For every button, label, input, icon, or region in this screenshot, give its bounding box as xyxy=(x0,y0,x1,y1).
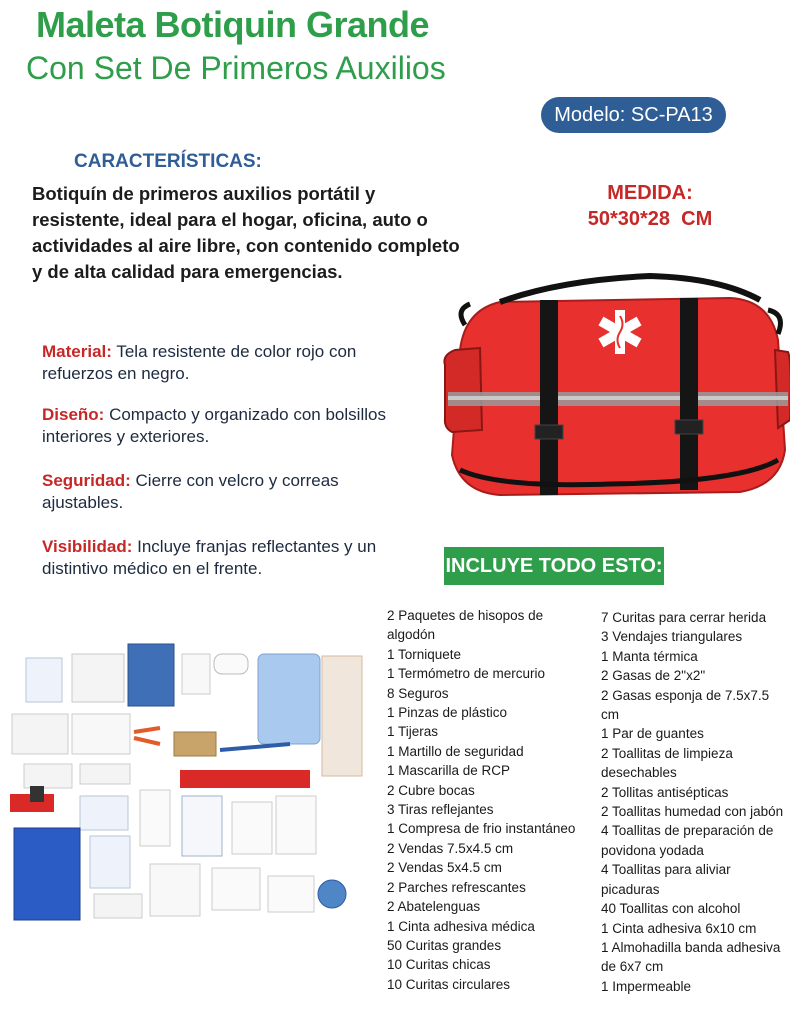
list-item: 7 Curitas para cerrar herida xyxy=(601,610,767,625)
list-item: desechables xyxy=(601,765,677,781)
list-item: algodón xyxy=(387,627,436,643)
measure-value: 50*30*28 CM xyxy=(587,208,713,230)
list-item: de 6x7 cm xyxy=(601,959,664,975)
list-item: 2 Vendas 7.5x4.5 cm xyxy=(387,840,514,856)
list-item: 1 Pinzas de plástico xyxy=(387,705,508,721)
feature-security-text: Cierre con velcro y correas ajustables. xyxy=(42,471,339,512)
list-item: 1 Martillo de seguridad xyxy=(387,743,524,759)
list-item: 2 Paquetes de hisopos de xyxy=(387,608,544,623)
characteristics-heading: CARACTERÍSTICAS: xyxy=(74,151,262,172)
list-item: 2 Abatelenguas xyxy=(387,899,481,915)
list-item: 10 Curitas circulares xyxy=(387,976,511,992)
measure-label: MEDIDA: xyxy=(607,182,693,204)
list-item: 1 Mascarilla de RCP xyxy=(387,763,511,779)
list-item: 1 Par de guantes xyxy=(601,726,704,742)
list-item: 3 Vendajes triangulares xyxy=(601,629,743,645)
list-item: 1 Impermeable xyxy=(601,978,692,994)
feature-security-label: Seguridad: xyxy=(42,471,131,490)
characteristics-text: Botiquín de primeros auxilios portátil y resistente, ideal para el hogar, oficina, auto o actividades al aire libre, con contenido completo y de alta calidad para emergencias. xyxy=(32,183,460,282)
includes-list-col1 xyxy=(387,606,587,994)
feature-visibility xyxy=(42,536,412,580)
feature-material-text: Tela resistente de color rojo con refuerzos en negro. xyxy=(42,342,357,383)
list-item: povidona yodada xyxy=(601,842,704,858)
model-badge: Modelo: SC-PA13 xyxy=(541,97,726,133)
list-item: 2 Toallitas de limpieza xyxy=(601,745,733,761)
list-item: 8 Seguros xyxy=(387,685,449,701)
first-aid-bag-image xyxy=(440,270,790,500)
kit-contents-image xyxy=(0,636,370,936)
list-item: 1 Tijeras xyxy=(387,724,439,740)
list-item: 1 Termómetro de mercurio xyxy=(387,666,546,682)
list-item: 10 Curitas chicas xyxy=(387,957,491,973)
list-item: 2 Cubre bocas xyxy=(387,782,475,798)
list-item: 4 Toallitas de preparación de xyxy=(601,823,774,839)
list-item: picaduras xyxy=(601,881,660,897)
list-item: 2 Parches refrescantes xyxy=(387,879,526,895)
list-item: 2 Gasas esponja de 7.5x7.5 xyxy=(601,687,770,703)
feature-material xyxy=(42,341,412,385)
list-item: 3 Tiras reflejantes xyxy=(387,802,494,818)
feature-visibility-label: Visibilidad: xyxy=(42,537,133,556)
measure-block xyxy=(560,180,740,232)
feature-design-text: Compacto y organizado con bolsillos interiores y exteriores. xyxy=(42,405,386,446)
list-item: 1 Cinta adhesiva 6x10 cm xyxy=(601,920,757,936)
page-title: Maleta Botiquin Grande xyxy=(36,4,430,45)
page-subtitle: Con Set De Primeros Auxilios xyxy=(26,50,446,86)
list-item: 2 Toallitas humedad con jabón xyxy=(601,804,784,820)
list-item: 4 Toallitas para aliviar xyxy=(601,862,731,878)
feature-design-label: Diseño: xyxy=(42,405,105,424)
list-item: 1 Almohadilla banda adhesiva xyxy=(601,939,781,955)
feature-material-label: Material: xyxy=(42,342,112,361)
feature-visibility-text: Incluye franjas reflectantes y un distintivo médico en el frente. xyxy=(42,537,377,578)
list-item: 1 Manta térmica xyxy=(601,648,698,664)
list-item: cm xyxy=(601,707,619,723)
includes-list-col2 xyxy=(601,608,797,996)
includes-heading: INCLUYE TODO ESTO: xyxy=(444,547,664,585)
list-item: 2 Vendas 5x4.5 cm xyxy=(387,860,502,876)
list-item: 1 Compresa de frio instantáneo xyxy=(387,821,576,837)
list-item: 1 Cinta adhesiva médica xyxy=(387,918,535,934)
feature-security xyxy=(42,470,412,514)
feature-design xyxy=(42,404,412,448)
list-item: 2 Gasas de 2"x2" xyxy=(601,668,706,684)
list-item: 2 Tollitas antisépticas xyxy=(601,784,729,800)
list-item: 1 Torniquete xyxy=(387,646,462,662)
list-item: 40 Toallitas con alcohol xyxy=(601,901,741,917)
list-item: 50 Curitas grandes xyxy=(387,937,502,953)
